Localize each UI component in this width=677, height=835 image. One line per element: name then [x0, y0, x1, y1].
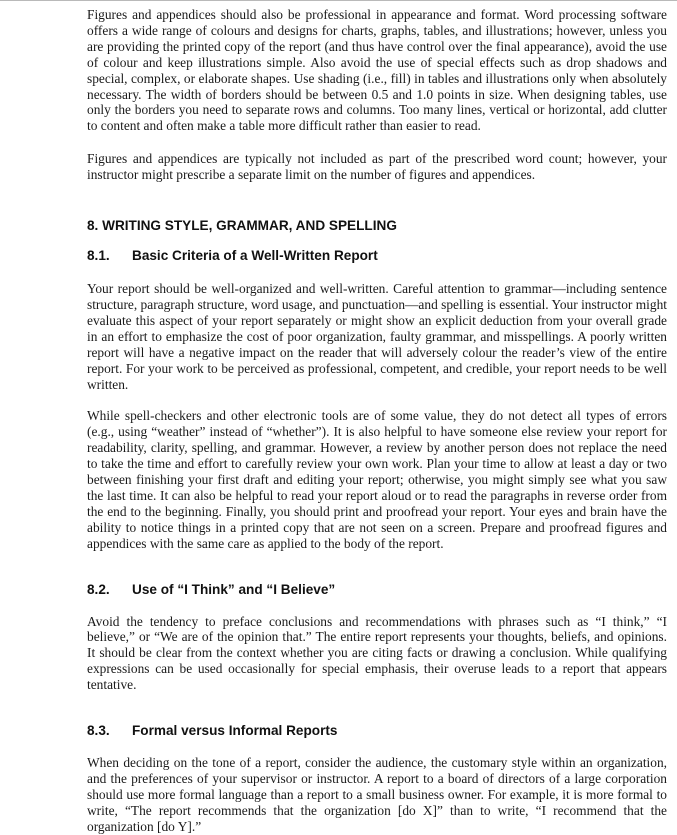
subsection-title: Formal versus Informal Reports	[132, 723, 338, 739]
subsection-8-3-heading	[87, 722, 667, 740]
section-8-heading: 8. WRITING STYLE, GRAMMAR, AND SPELLING	[87, 218, 397, 234]
paragraph-formal-informal: When deciding on the tone of a report, consider the audience, the customary style within an organization, and the preferences of your supervisor or instructor. A report to a board of directors of a large corporation should use more formal language than a report to a small business owner. For example, it is more formal to write, “The report recommends that the organization [do X]” than to write, “I recommend that the organization [do Y].”	[87, 755, 667, 834]
subsection-title: Basic Criteria of a Well-Written Report	[132, 248, 378, 264]
paragraph-word-count: Figures and appendices are typically not included as part of the prescribed word count; however, your instructor might prescribe a separate limit on the number of figures and appendices.	[87, 151, 667, 183]
subsection-8-2-heading	[87, 581, 667, 599]
paragraph-spell-checkers: While spell-checkers and other electronic tools are of some value, they do not detect all types of errors (e.g., using “weather” instead of “whether”). It is also helpful to have someone else review your report for readability, clarity, spelling, and grammar. However, a review by another person does not replace the need to take the time and effort to carefully review your own work. Plan your time to allow at least a day or two between finishing your first draft and editing your report; otherwise, you might simply see what you saw the last time. It can also be helpful to read your report aloud or to read the paragraphs in reverse order from the end to the beginning. Finally, you should print and proofread your report. Your eyes and brain have the ability to notice things in a printed copy that are not seen on a screen. Prepare and proofread figures and appendices with the same care as applied to the body of the report.	[87, 408, 667, 551]
document-page	[87, 0, 667, 835]
subsection-number: 8.3.	[87, 723, 110, 739]
subsection-number: 8.2.	[87, 581, 110, 597]
paragraph-i-think: Avoid the tendency to preface conclusions and recommendations with phrases such as “I think,” “I believe,” or “We are of the opinion that.” The entire report represents your thoughts, beliefs, and opinions. It should be clear from the context whether you are citing facts or drawing a conclusion. While qualifying expressions can be used occasionally for special emphasis, their overuse leads to a report that appears tentative.	[87, 613, 667, 693]
subsection-number: 8.1.	[87, 248, 110, 264]
paragraph-well-written: Your report should be well-organized and well-written. Careful attention to grammar—including sentence structure, paragraph structure, word usage, and punctuation—and spelling is essential. Your instructor might evaluate this aspect of your report separately or might show an explicit deduction from your overall grade in an effort to emphasize the cost of poor organization, faulty grammar, and misspellings. A poorly written report will have a negative impact on the reader that will adversely colour the reader’s view of the entire report. For your work to be perceived as professional, competent, and credible, your report needs to be well written.	[87, 281, 667, 392]
subsection-8-1-heading	[87, 247, 667, 265]
paragraph-figures-format: Figures and appendices should also be professional in appearance and format. Word processing software offers a wide range of colours and designs for charts, graphs, tables, and illustrations; however, unless you are providing the printed copy of the report (and thus have control over the final appearance), avoid the use of colour and keep illustrations simple. Also avoid the use of special effects such as drop shadows and special, complex, or elaborate shapes. Use shading (i.e., fill) in tables and illustrations only when absolutely necessary. The width of borders should be between 0.5 and 1.0 points in size. When designing tables, use only the borders you need to separate rows and columns. Too many lines, vertical or horizontal, add clutter to content and often make a table more difficult rather than easier to read.	[87, 7, 667, 134]
subsection-title: Use of “I Think” and “I Believe”	[132, 581, 336, 597]
